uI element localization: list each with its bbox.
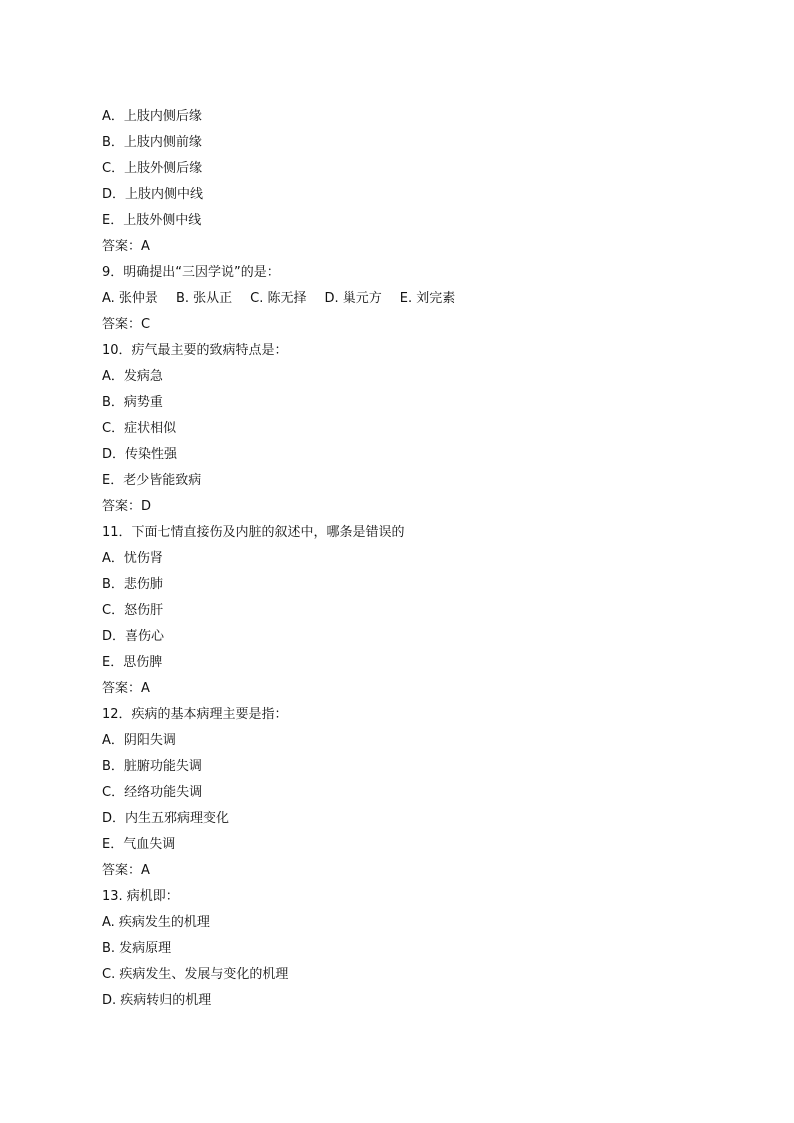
question-line: 10．疠气最主要的致病特点是： bbox=[102, 343, 288, 358]
option-line: A．发病急 bbox=[102, 369, 163, 384]
option-item: A. 张仲景 bbox=[102, 291, 158, 306]
question-line: 12．疾病的基本病理主要是指： bbox=[102, 707, 288, 722]
option-line: B．上肢内侧前缘 bbox=[102, 135, 202, 150]
answer-line: 答案：A bbox=[102, 863, 150, 878]
option-line: E．思伤脾 bbox=[102, 655, 163, 670]
option-item: B. 张从正 bbox=[175, 291, 233, 306]
option-line: E．老少皆能致病 bbox=[102, 473, 202, 488]
option-item: C. 陈无择 bbox=[250, 291, 307, 306]
option-line: C. 疾病发生、发展与变化的机理 bbox=[102, 967, 289, 982]
option-line: A. 疾病发生的机理 bbox=[102, 915, 210, 930]
question-line: 13. 病机即： bbox=[102, 889, 179, 904]
option-line: B．脏腑功能失调 bbox=[102, 759, 202, 774]
option-line: A．忧伤肾 bbox=[102, 551, 163, 566]
option-line: C．症状相似 bbox=[102, 421, 177, 436]
option-line: C．怒伤肝 bbox=[102, 603, 164, 618]
option-line: D．内生五邪病理变化 bbox=[102, 811, 230, 826]
option-line: B．病势重 bbox=[102, 395, 163, 410]
question-text-block bbox=[102, 104, 722, 1014]
option-line: D．上肢内侧中线 bbox=[102, 187, 204, 202]
option-line: D. 疾病转归的机理 bbox=[102, 993, 212, 1008]
option-line: D．喜伤心 bbox=[102, 629, 165, 644]
question-9-options-row bbox=[102, 286, 722, 312]
question-line: 9．明确提出“三因学说”的是： bbox=[102, 265, 280, 280]
option-line: C．经络功能失调 bbox=[102, 785, 203, 800]
option-line: D．传染性强 bbox=[102, 447, 178, 462]
option-line: E．上肢外侧中线 bbox=[102, 213, 202, 228]
option-item: D. 巢元方 bbox=[324, 291, 382, 306]
option-line: E．气血失调 bbox=[102, 837, 176, 852]
question-line: 11．下面七情直接伤及内脏的叙述中，哪条是错误的 bbox=[102, 525, 405, 540]
answer-line: 答案：A bbox=[102, 239, 150, 254]
option-line: A．上肢内侧后缘 bbox=[102, 109, 202, 124]
answer-line: 答案：D bbox=[102, 499, 152, 514]
answer-line: 答案：C bbox=[102, 317, 151, 332]
option-line: B．悲伤肺 bbox=[102, 577, 163, 592]
option-line: C．上肢外侧后缘 bbox=[102, 161, 203, 176]
option-line: B. 发病原理 bbox=[102, 941, 172, 956]
option-item: E. 刘完素 bbox=[399, 291, 456, 306]
option-line: A．阴阳失调 bbox=[102, 733, 176, 748]
answer-line: 答案：A bbox=[102, 681, 150, 696]
